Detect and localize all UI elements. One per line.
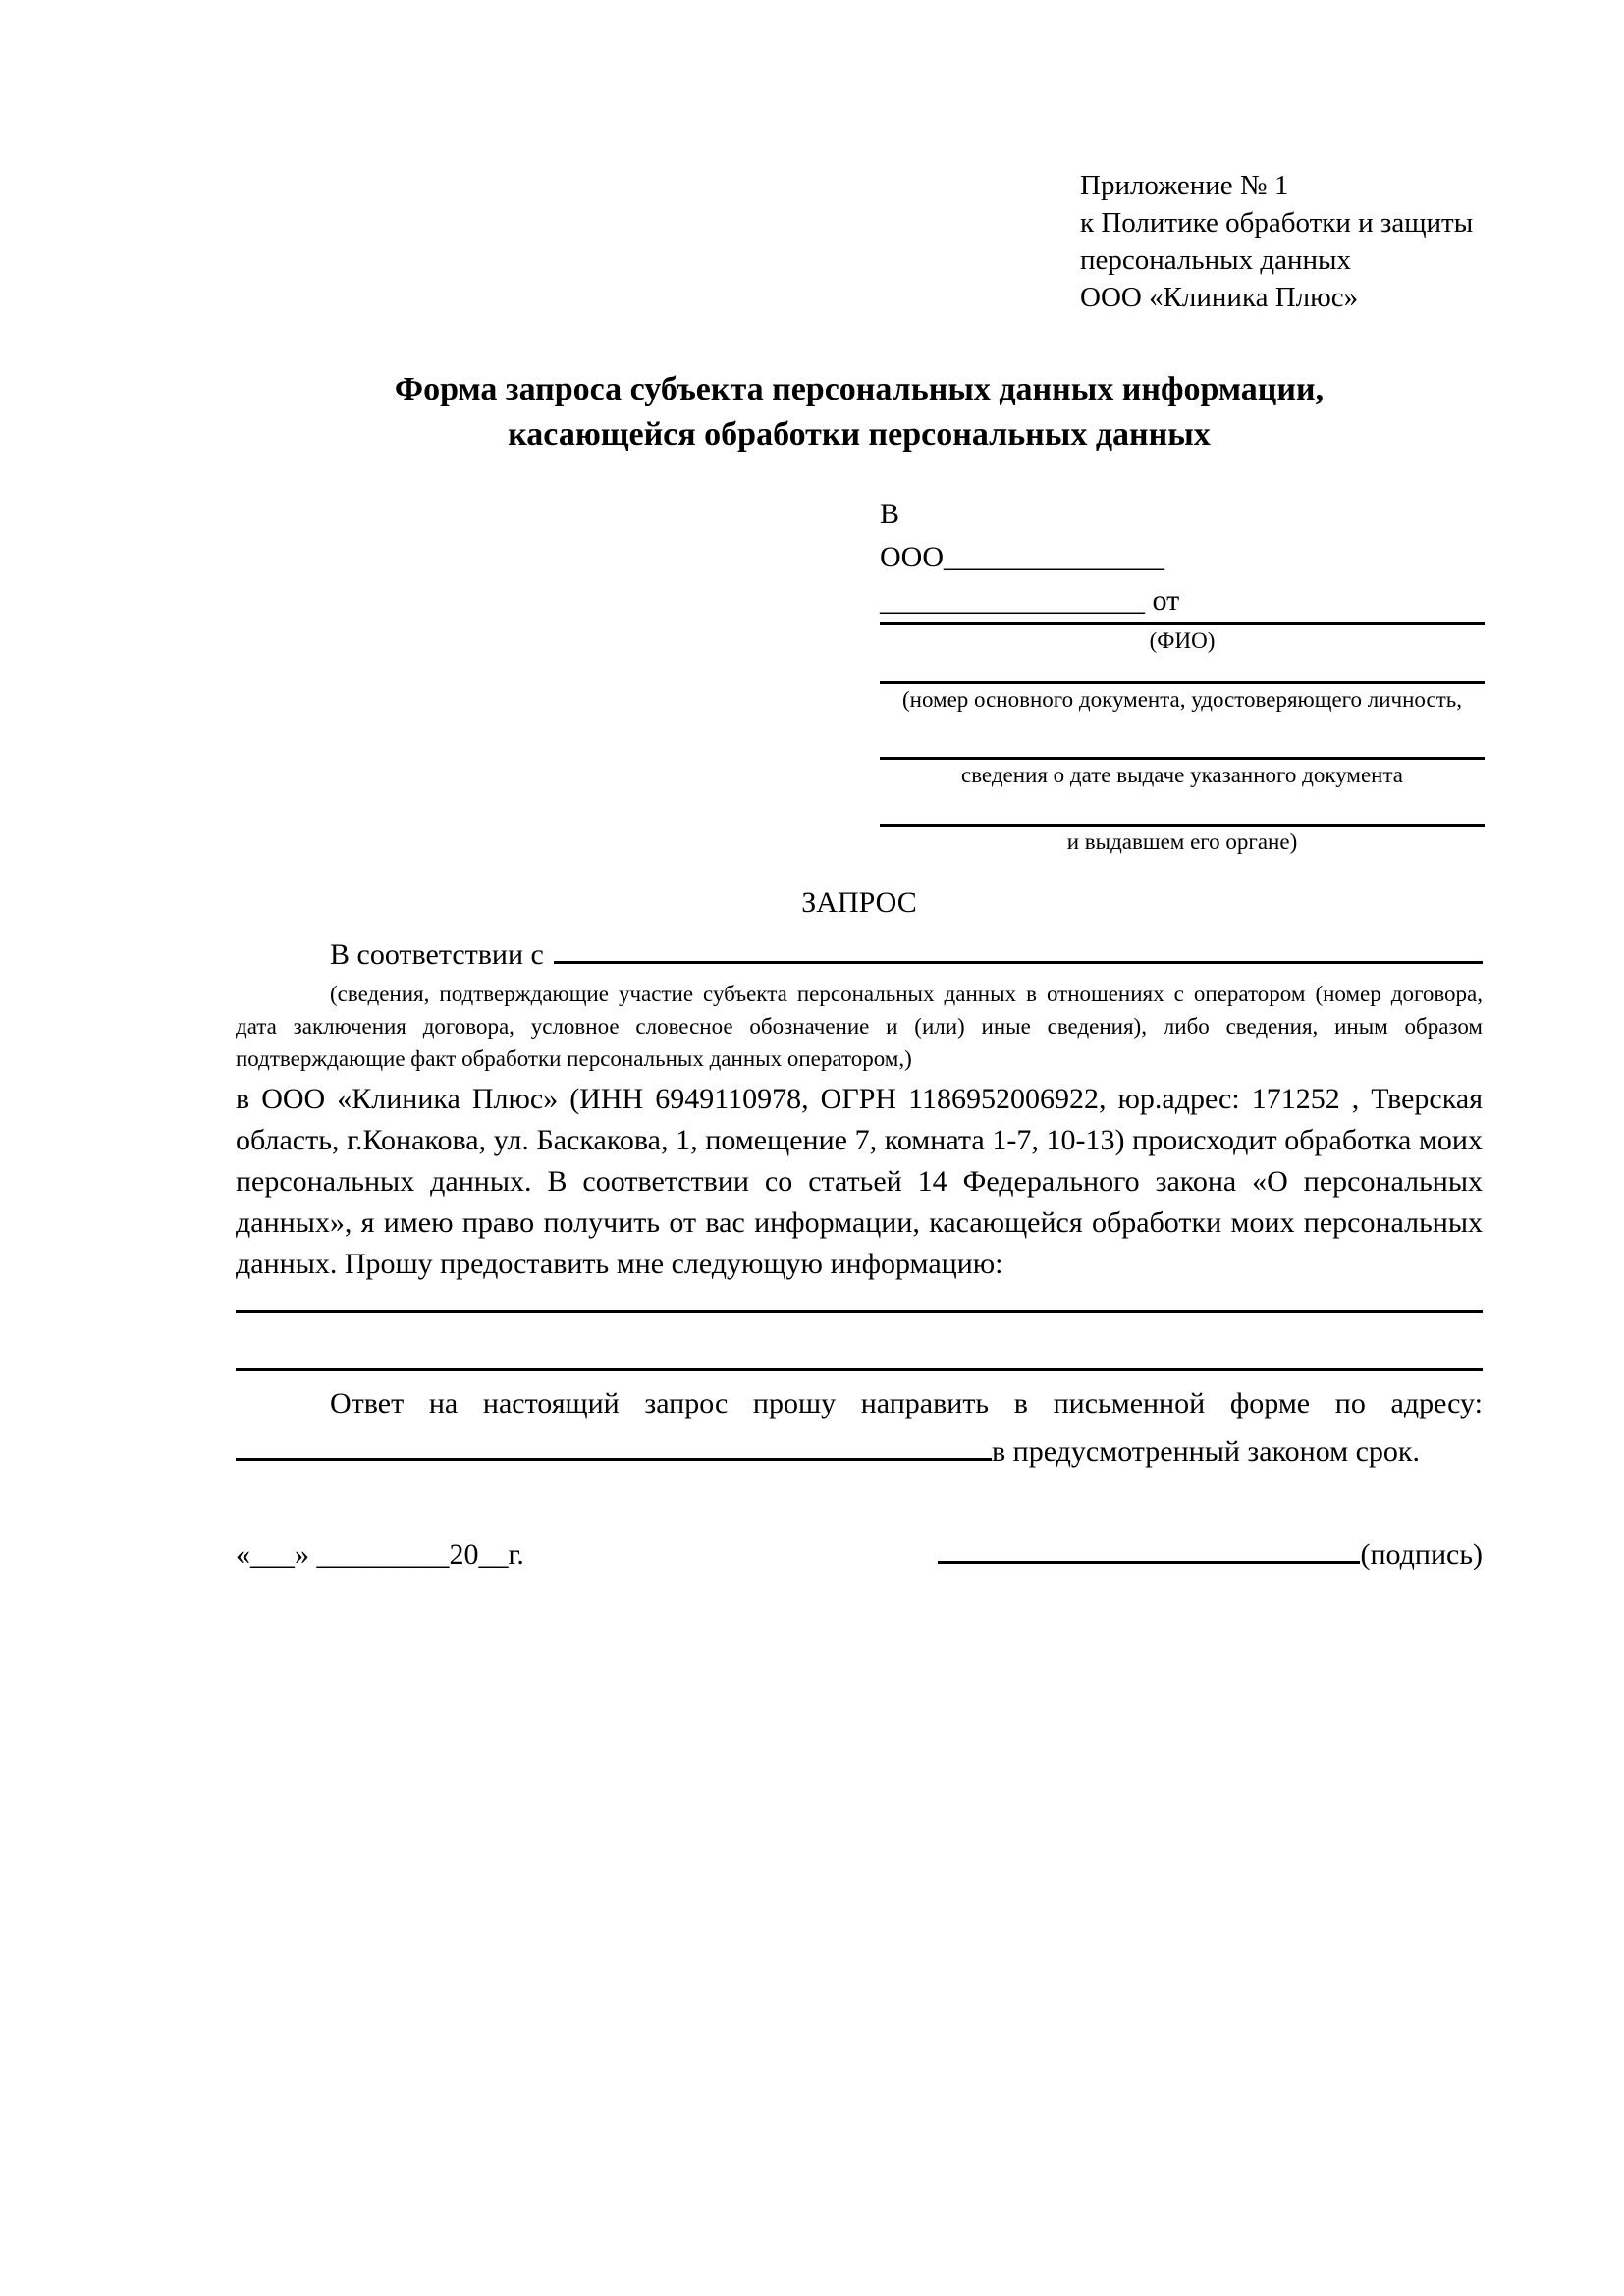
appendix-header-line: ООО «Клиника Плюс» xyxy=(1080,282,1359,313)
caption-issue-date: сведения о дате выдаче указанного документа xyxy=(960,763,1404,787)
addressee-line-ooo: ООО_______________ xyxy=(880,541,1164,573)
caption-fio: (ФИО) xyxy=(1149,628,1216,653)
request-heading: ЗАПРОС xyxy=(801,886,917,919)
information-fill-line-2 xyxy=(236,1368,1483,1371)
note-text: (сведения, подтверждающие участие субъекта персональных данных в отношениях с оператором (номер договора, дата заключения договора, условное словесное обозначение и (или) иные сведения), либо сведения, иным образом подтверждающие факт обработки персональных данных оператором,) xyxy=(236,982,1483,1071)
address-fill-line xyxy=(236,1424,992,1461)
accordance-fill-line xyxy=(554,928,1483,964)
signature-label: (подпись) xyxy=(1360,1538,1483,1571)
response-text: Ответ на настоящий запрос прошу направить в письменной форме по адресу: xyxy=(330,1387,1483,1419)
response-suffix: в предусмотренный законом срок. xyxy=(992,1435,1420,1468)
form-title-line1: Форма запроса субъекта персональных данных информации, xyxy=(394,371,1325,407)
appendix-header-line: персональных данных xyxy=(1080,244,1352,276)
information-fill-line-1 xyxy=(236,1310,1483,1313)
signature-group xyxy=(938,1527,1483,1575)
appendix-header-line: к Политике обработки и защиты xyxy=(1080,207,1474,239)
caption-document-number: (номер основного документа, удостоверяющего личность, xyxy=(901,687,1462,712)
form-title xyxy=(236,367,1483,457)
appendix-header-line: Приложение № 1 xyxy=(1080,170,1289,201)
accordance-label: В соответствии с xyxy=(330,938,544,971)
date-line: «___» _________20__г. xyxy=(236,1538,524,1571)
addressee-line-from: __________________ от xyxy=(880,584,1180,616)
addressee-line-v: В xyxy=(880,498,900,530)
signature-fill-line xyxy=(938,1527,1360,1564)
body-text: в ООО «Клиника Плюс» (ИНН 6949110978, ОГРН 1186952006922, юр.адрес: 171252 , Тверская область, г.Конакова, ул. Баскакова, 1, помещение 7, комната 1-7, 10-13) происходит обработка моих персональных данных. В соответствии со статьей 14 Федерального закона «О персональных данных», я имею право получить от вас информации, касающейся обработки моих персональных данных. Прошу предоставить мне следующую информацию: xyxy=(236,1083,1483,1280)
accordance-row xyxy=(236,928,1483,976)
addressee-block xyxy=(880,493,1485,855)
form-title-line2: касающейся обработки персональных данных xyxy=(508,416,1211,453)
response-address-row xyxy=(236,1424,1483,1472)
caption-issuing-authority: и выдавшем его органе) xyxy=(1066,829,1298,854)
appendix-header xyxy=(1080,167,1483,316)
footer-row xyxy=(236,1527,1483,1575)
